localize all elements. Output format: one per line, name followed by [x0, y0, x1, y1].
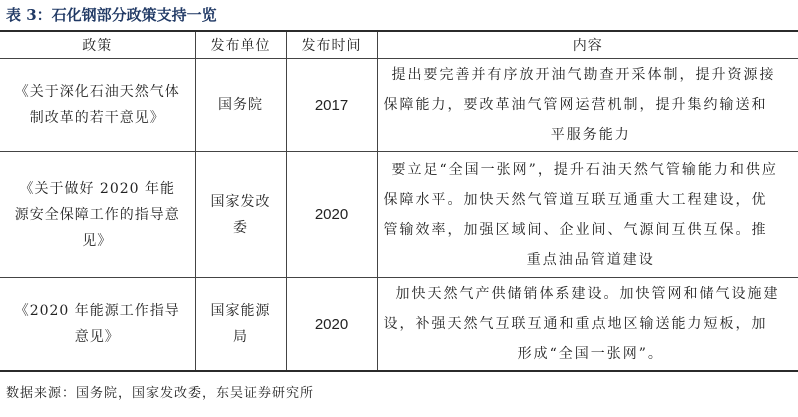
- content-cell: [377, 59, 798, 152]
- unit-cell: 国务院: [195, 59, 286, 152]
- header-policy: 政策: [0, 32, 195, 59]
- header-row: [0, 32, 798, 59]
- year-cell: 2017: [286, 59, 377, 152]
- table-row: [0, 152, 798, 278]
- content-line: 重点油品管道建设: [526, 251, 655, 268]
- table-row: [0, 278, 798, 372]
- policy-cell: 《关于深化石油天然气体制改革的若干意见》: [0, 59, 195, 152]
- content-line: 加快天然气产供储销体系建设。加快管网和储气设施建: [395, 286, 780, 302]
- content-line: 要立足“全国一张网”，提升石油天然气管输能力和供应: [391, 161, 778, 178]
- header-content: 内容: [377, 32, 798, 59]
- data-source-note: 数据来源：国务院，国家发改委，东吴证券研究所: [6, 386, 315, 401]
- table-row: [0, 59, 798, 152]
- content-cell: [377, 278, 798, 372]
- content-cell: [377, 152, 798, 278]
- content-line: 提出要完善并有序放开油气勘查开采体制，提升资源接: [391, 67, 776, 83]
- content-line: 平服务能力: [550, 127, 631, 143]
- policy-cell: 《关于做好 2020 年能源安全保障工作的指导意见》: [0, 152, 195, 278]
- unit-cell: 国家能源局: [195, 278, 286, 372]
- policy-cell: 《2020 年能源工作指导意见》: [0, 278, 195, 372]
- content-line: 保障水平。加快天然气管道互联互通重大工程建设，优: [383, 191, 768, 208]
- content-line: 形成“全国一张网”。: [517, 346, 664, 362]
- header-unit: 发布单位: [195, 32, 286, 59]
- content-line: 设，补强天然气互联互通和重点地区输送能力短板，加: [383, 316, 768, 332]
- year-cell: 2020: [286, 278, 377, 372]
- content-line: 管输效率，加强区域间、企业间、气源间互供互保。推: [383, 221, 768, 238]
- unit-cell: 国家发改委: [195, 152, 286, 278]
- content-line: 保障能力，要改革油气管网运营机制，提升集约输送和: [383, 97, 768, 113]
- table-caption: 表 3：石化钢部分政策支持一览: [6, 6, 217, 24]
- policy-table: [0, 32, 798, 372]
- header-date: 发布时间: [286, 32, 377, 59]
- year-cell: 2020: [286, 152, 377, 278]
